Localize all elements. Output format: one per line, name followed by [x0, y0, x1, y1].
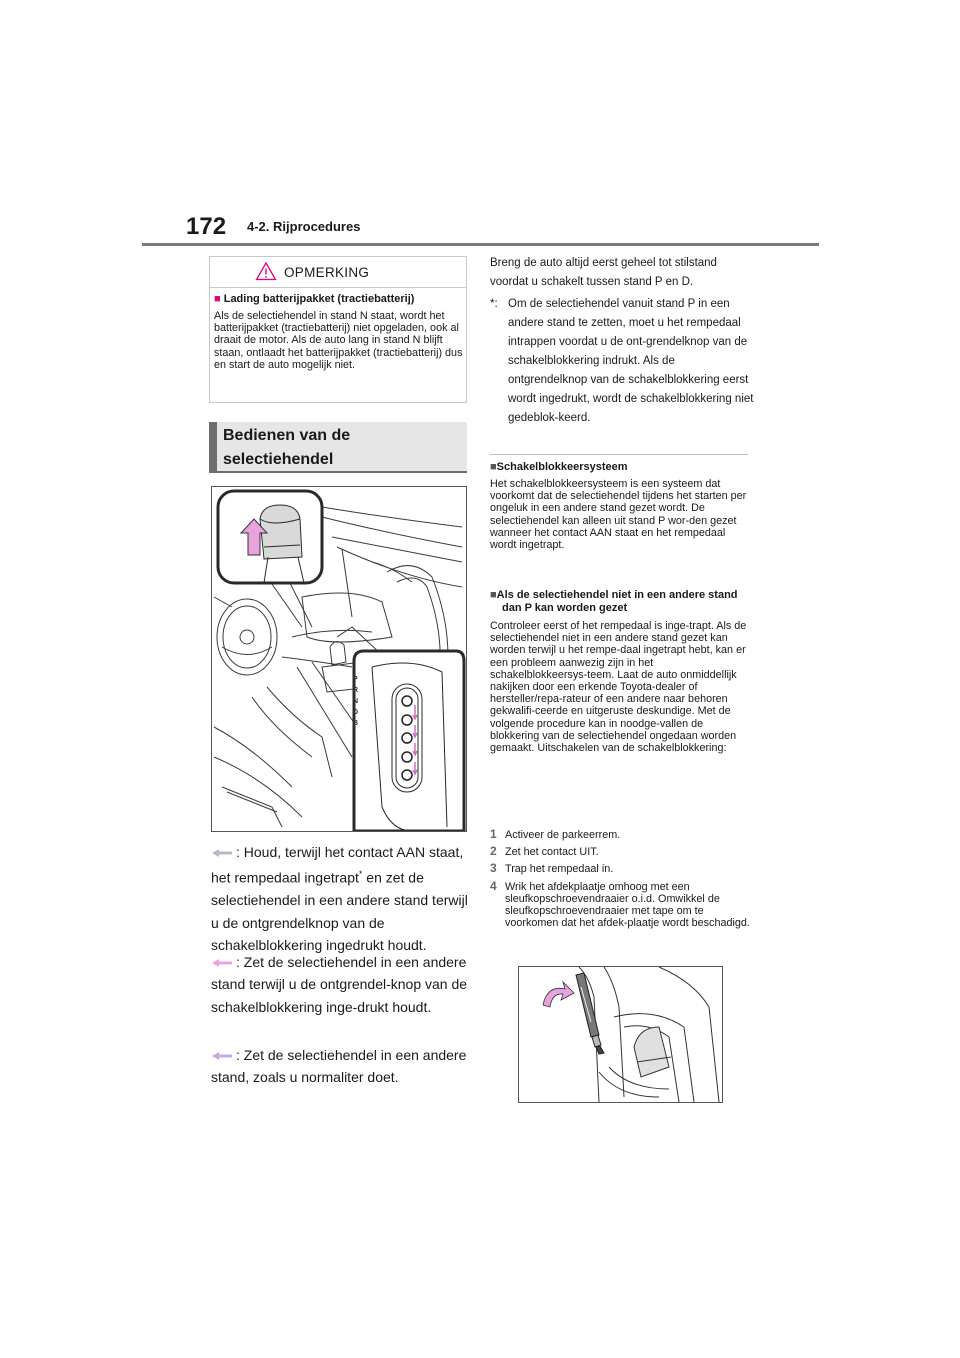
gear-letter-d: D [353, 709, 359, 716]
header-rule [142, 243, 819, 246]
step-text: Wrik het afdekplaatje omhoog met een sleufkopschroevendraaier o.i.d. Omwikkel de sleufkopschroevendraaier met tape om te voorkomen dat het afdek-plaatje wordt beschadigd. [505, 880, 750, 930]
notice-box [209, 256, 467, 403]
legend-3-text: : Zet de selectiehendel in een andere stand, zoals u normaliter doet. [211, 1047, 467, 1086]
intro-paragraph: Breng de auto altijd eerst geheel tot stilstand voordat u schakelt tussen stand P en D. [490, 257, 717, 288]
step-3 [490, 863, 752, 875]
legend-item-3 [211, 1044, 469, 1089]
step-text: Trap het rempedaal in. [505, 863, 614, 876]
notice-title: OPMERKING [284, 265, 370, 280]
footnote-mark: *: [490, 298, 498, 310]
shift-lever-drawing [212, 487, 466, 831]
screwdriver-illustration [518, 966, 723, 1103]
notice-body: Als de selectiehendel in stand N staat, wordt het batterijpakket (tractiebatterij) niet opgeladen, ook al draait de motor. Als de auto lang in stand N blijft staan, ontlaadt het batterijpakket (tractiebatterij) dus en start de auto mogelijk niet. [214, 310, 463, 371]
pink-arrow-icon [211, 958, 233, 968]
square-bullet-icon: ■ [214, 293, 221, 305]
step-text: Activeer de parkeerrem. [505, 829, 621, 841]
square-bullet-icon: ■ [490, 589, 497, 601]
step-1 [490, 829, 752, 841]
page-number: 172 [186, 213, 227, 240]
subheading-shift-lock [490, 461, 756, 474]
footnote [490, 295, 756, 428]
section-heading [209, 422, 467, 472]
square-bullet-icon: ■ [490, 461, 497, 473]
steps-list [490, 829, 752, 934]
legend-item-1 [211, 841, 469, 956]
subheading-cannot-shift [490, 589, 750, 614]
shift-lock-paragraph: Het schakelblokkeersysteem is een systeem dat voorkomt dat de selectiehendel tijdens het starten per ongeluk in een andere stand gezet wordt. De selectiehendel kan alleen uit stand P wor-den gezet wanneer het contact AAN staat en het rempedaal wordt ingetrapt. [490, 478, 747, 552]
step-number: 4 [490, 878, 497, 893]
screwdriver-drawing [519, 967, 722, 1102]
subheading-shift-lock-text: Schakelblokkeersysteem [496, 461, 628, 473]
notice-divider [210, 287, 466, 288]
step-number: 2 [490, 844, 497, 859]
section-title: 4-2. Rijprocedures [247, 219, 361, 234]
legend-1-text-rest: en zet de selectiehendel in een andere stand terwijl u de ontgrendelknop van de schakelblokkering ingedrukt houdt. [211, 869, 468, 953]
notice-header [210, 257, 466, 287]
subheading-cannot-shift-text: Als de selectiehendel niet in een andere stand dan P kan worden gezet [496, 589, 738, 614]
cannot-shift-paragraph: Controleer eerst of het rempedaal is inge-trapt. Als de selectiehendel niet in een andere stand gezet kan worden terwijl u het rempe-daal ingetrapt hebt, kan er een probleem aanwezig zijn in het schakelblokkeersys-teem. Laat de auto onmiddellijk nakijken door een erkende Toyota-dealer of hersteller/repa-rateur of een andere naar behoren gekwalifi-ceerde en uitgeruste deskundige. Met de volgende procedure kan in noodge-vallen de blokkering van de selectiehendel ongedaan worden gemaakt. Uitschakelen van de schakelblokkering: [490, 620, 747, 755]
legend-2-text: : Zet de selectiehendel in een andere stand terwijl u de ontgrendel-knop van de schakelblokkering inge-drukt houdt. [211, 954, 468, 1015]
footnote-text: Om de selectiehendel vanuit stand P in een andere stand te zetten, moet u het rempedaal intrappen voordat u de ont-grendelknop van de schakelblokkering indrukt. Als de ontgrendelknop van de schakelblokkering eerst wordt ingedrukt, wordt de schakelblokkering niet gedeblok-keerd. [508, 298, 754, 424]
purple-arrow-icon [211, 1051, 233, 1061]
shift-lever-illustration [211, 486, 467, 832]
step-number: 1 [490, 827, 497, 841]
notice-subheading [214, 293, 414, 305]
step-text: Zet het contact UIT. [505, 846, 599, 859]
gear-letter-n: N [353, 698, 359, 705]
section-heading-rule [209, 471, 467, 473]
step-number: 3 [490, 861, 497, 876]
legend-item-2 [211, 951, 469, 1018]
gear-letter-b: B [353, 720, 359, 727]
grey-arrow-icon [211, 848, 233, 858]
notice-subheading-text: Lading batterijpakket (tractiebatterij) [223, 293, 415, 305]
right-divider [490, 454, 748, 455]
section-heading-text: Bedienen van de selectiehendel [223, 427, 351, 468]
gear-letter-r: R [353, 687, 359, 694]
legend-1-footnote-mark: * [358, 869, 363, 880]
step-2 [490, 846, 752, 858]
legend-1-text: : Houd, terwijl het contact AAN staat, het rempedaal ingetrapt [211, 844, 464, 886]
step-4 [490, 878, 752, 930]
gear-letter-p: P [353, 676, 358, 683]
warning-icon [255, 261, 277, 281]
